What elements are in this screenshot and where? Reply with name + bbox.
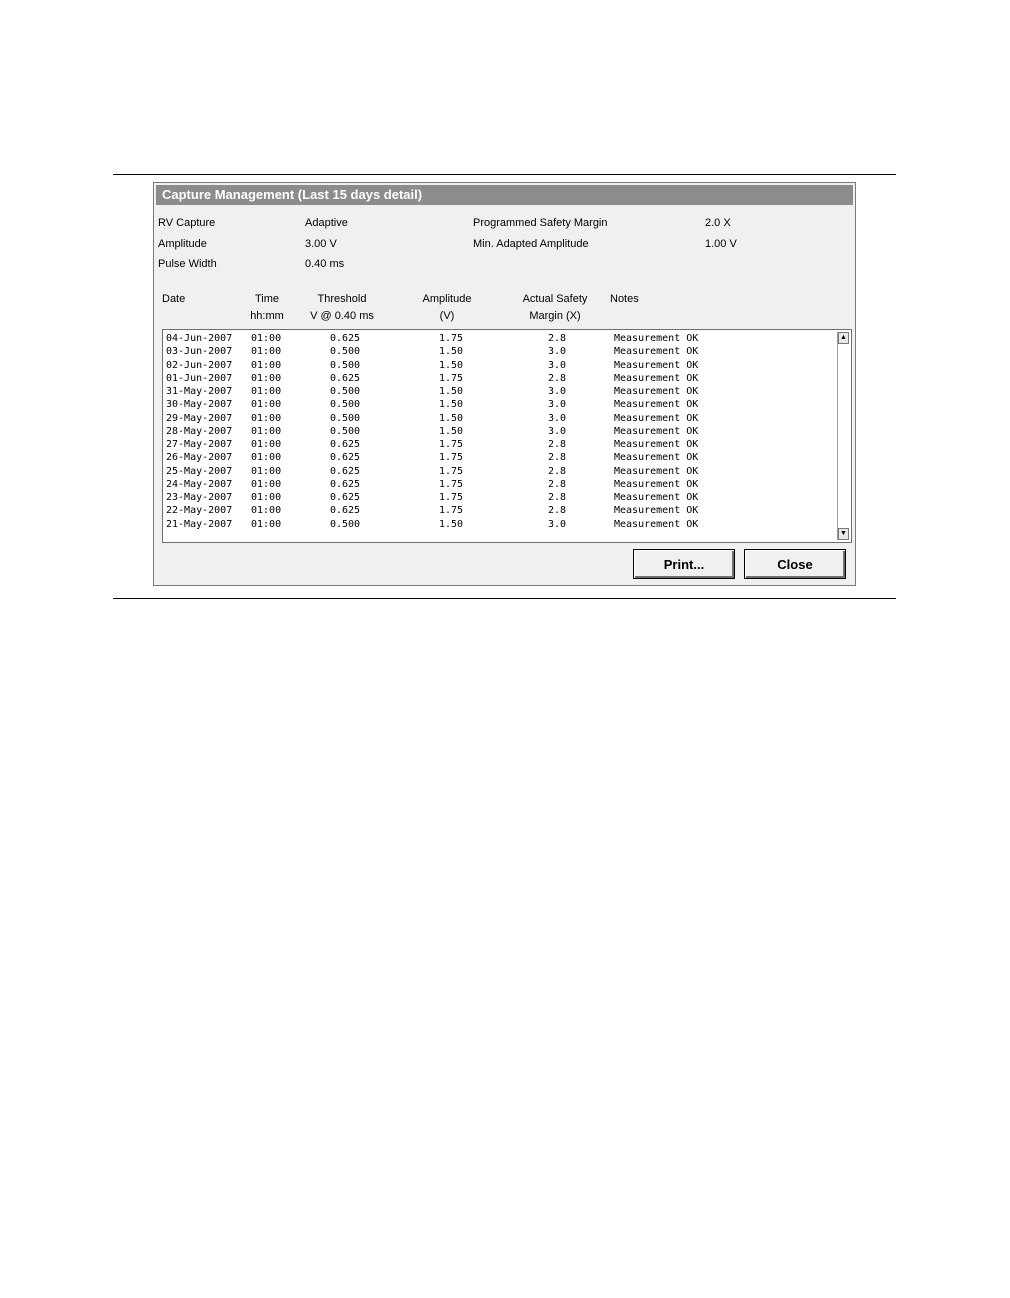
min-adapted-amplitude-label: Min. Adapted Amplitude	[473, 238, 589, 250]
row-margin: 2.8	[547, 333, 567, 344]
header-margin-unit: Margin (X)	[529, 310, 581, 322]
table-row[interactable]	[163, 398, 837, 411]
row-time: 01:00	[251, 439, 282, 450]
table-row[interactable]	[163, 359, 837, 372]
safety-margin-label: Programmed Safety Margin	[473, 217, 608, 229]
scroll-down-arrow-icon[interactable]: ▼	[838, 528, 849, 540]
row-amplitude: 1.50	[438, 346, 464, 358]
row-margin: 2.8	[547, 505, 567, 517]
row-threshold: 0.625	[329, 505, 361, 517]
row-amplitude: 1.50	[438, 399, 464, 411]
rv-capture-value: Adaptive	[305, 217, 348, 229]
row-amplitude: 1.75	[438, 333, 464, 344]
row-notes: Measurement OK	[614, 412, 699, 424]
header-time: Time	[254, 293, 280, 305]
row-time: 01:00	[251, 346, 282, 358]
row-threshold: 0.500	[329, 412, 361, 424]
row-threshold: 0.500	[329, 359, 361, 371]
safety-margin-value: 2.0 X	[705, 217, 731, 229]
vertical-scrollbar[interactable]	[837, 332, 849, 540]
row-margin: 2.8	[547, 452, 567, 464]
pulse-width-label: Pulse Width	[158, 258, 217, 270]
row-date: 01-Jun-2007	[166, 372, 233, 384]
row-notes: Measurement OK	[614, 452, 699, 464]
table-row[interactable]	[163, 518, 837, 531]
row-time: 01:00	[251, 359, 282, 371]
row-notes: Measurement OK	[614, 346, 699, 358]
row-margin: 3.0	[547, 359, 567, 371]
rv-capture-label: RV Capture	[158, 217, 216, 229]
row-amplitude: 1.50	[438, 412, 464, 424]
row-time: 01:00	[251, 478, 282, 490]
row-notes: Measurement OK	[614, 399, 699, 411]
min-adapted-amplitude-value: 1.00 V	[705, 238, 737, 250]
bottom-divider	[113, 598, 896, 599]
table-row[interactable]	[163, 425, 837, 438]
row-time: 01:00	[251, 412, 282, 424]
scroll-up-arrow-icon[interactable]: ▲	[838, 332, 849, 344]
row-threshold: 0.500	[329, 425, 361, 437]
row-date: 21-May-2007	[166, 518, 233, 530]
row-margin: 3.0	[547, 399, 567, 411]
row-date: 03-Jun-2007	[166, 346, 233, 358]
header-amplitude-unit: (V)	[439, 310, 455, 322]
row-notes: Measurement OK	[614, 492, 699, 503]
row-amplitude: 1.50	[438, 359, 464, 371]
row-date: 28-May-2007	[166, 425, 233, 437]
row-notes: Measurement OK	[614, 386, 699, 397]
table-row[interactable]	[163, 345, 837, 358]
table-row[interactable]	[163, 332, 837, 345]
row-amplitude: 1.50	[438, 425, 464, 437]
row-margin: 2.8	[547, 478, 567, 490]
row-time: 01:00	[251, 505, 282, 517]
measurement-rows	[163, 332, 837, 531]
row-notes: Measurement OK	[614, 439, 699, 450]
row-time: 01:00	[251, 465, 282, 477]
row-margin: 3.0	[547, 412, 567, 424]
table-row[interactable]	[163, 504, 837, 517]
row-threshold: 0.625	[329, 478, 361, 490]
capture-management-dialog	[153, 182, 856, 586]
table-row[interactable]	[163, 451, 837, 464]
row-notes: Measurement OK	[614, 465, 699, 477]
row-notes: Measurement OK	[614, 425, 699, 437]
table-row[interactable]	[163, 412, 837, 425]
row-date: 29-May-2007	[166, 412, 233, 424]
row-threshold: 0.625	[329, 452, 361, 464]
row-notes: Measurement OK	[614, 333, 699, 344]
row-threshold: 0.625	[329, 439, 361, 450]
row-date: 24-May-2007	[166, 478, 233, 490]
row-date: 04-Jun-2007	[166, 333, 233, 344]
row-date: 22-May-2007	[166, 505, 233, 517]
table-row[interactable]	[163, 491, 837, 504]
row-notes: Measurement OK	[614, 505, 699, 517]
row-time: 01:00	[251, 492, 282, 503]
row-amplitude: 1.75	[438, 465, 464, 477]
row-notes: Measurement OK	[614, 372, 699, 384]
row-threshold: 0.625	[329, 492, 361, 503]
table-row[interactable]	[163, 478, 837, 491]
row-date: 23-May-2007	[166, 492, 233, 503]
row-amplitude: 1.75	[438, 492, 464, 503]
row-threshold: 0.500	[329, 386, 361, 397]
row-time: 01:00	[251, 452, 282, 464]
row-date: 30-May-2007	[166, 399, 233, 411]
pulse-width-value: 0.40 ms	[305, 258, 345, 270]
close-button[interactable]: Close	[744, 549, 846, 579]
row-time: 01:00	[251, 333, 282, 344]
row-time: 01:00	[251, 518, 282, 530]
table-row[interactable]	[163, 372, 837, 385]
row-amplitude: 1.75	[438, 478, 464, 490]
row-amplitude: 1.50	[438, 518, 464, 530]
row-notes: Measurement OK	[614, 518, 699, 530]
row-date: 25-May-2007	[166, 465, 233, 477]
row-margin: 3.0	[547, 346, 567, 358]
table-row[interactable]	[163, 438, 837, 451]
row-threshold: 0.625	[329, 372, 361, 384]
row-date: 27-May-2007	[166, 439, 233, 450]
row-threshold: 0.500	[329, 399, 361, 411]
table-row[interactable]	[163, 465, 837, 478]
amplitude-value: 3.00 V	[305, 238, 337, 250]
row-margin: 2.8	[547, 492, 567, 503]
row-margin: 2.8	[547, 439, 567, 450]
header-time-unit: hh:mm	[250, 310, 284, 322]
top-divider	[113, 174, 896, 175]
row-time: 01:00	[251, 386, 282, 397]
header-amplitude: Amplitude	[422, 293, 472, 305]
row-threshold: 0.500	[329, 518, 361, 530]
header-date: Date	[162, 293, 186, 305]
row-threshold: 0.625	[329, 465, 361, 477]
row-date: 02-Jun-2007	[166, 359, 233, 371]
row-date: 31-May-2007	[166, 386, 233, 397]
row-margin: 3.0	[547, 386, 567, 397]
header-threshold: Threshold	[317, 293, 367, 305]
row-time: 01:00	[251, 372, 282, 384]
dialog-title: Capture Management (Last 15 days detail)	[156, 185, 853, 205]
row-notes: Measurement OK	[614, 478, 699, 490]
row-margin: 2.8	[547, 372, 567, 384]
row-margin: 3.0	[547, 518, 567, 530]
row-amplitude: 1.50	[438, 386, 464, 397]
row-amplitude: 1.75	[438, 505, 464, 517]
header-threshold-unit: V @ 0.40 ms	[310, 310, 374, 322]
measurement-list[interactable]	[162, 329, 852, 543]
table-row[interactable]	[163, 385, 837, 398]
row-margin: 3.0	[547, 425, 567, 437]
row-threshold: 0.500	[329, 346, 361, 358]
row-date: 26-May-2007	[166, 452, 233, 464]
row-amplitude: 1.75	[438, 372, 464, 384]
row-margin: 2.8	[547, 465, 567, 477]
header-notes: Notes	[610, 293, 639, 305]
row-time: 01:00	[251, 425, 282, 437]
row-amplitude: 1.75	[438, 439, 464, 450]
row-threshold: 0.625	[329, 333, 361, 344]
row-time: 01:00	[251, 399, 282, 411]
row-amplitude: 1.75	[438, 452, 464, 464]
row-notes: Measurement OK	[614, 359, 699, 371]
header-margin: Actual Safety	[522, 293, 588, 305]
amplitude-label: Amplitude	[158, 238, 207, 250]
print-button[interactable]: Print...	[633, 549, 735, 579]
